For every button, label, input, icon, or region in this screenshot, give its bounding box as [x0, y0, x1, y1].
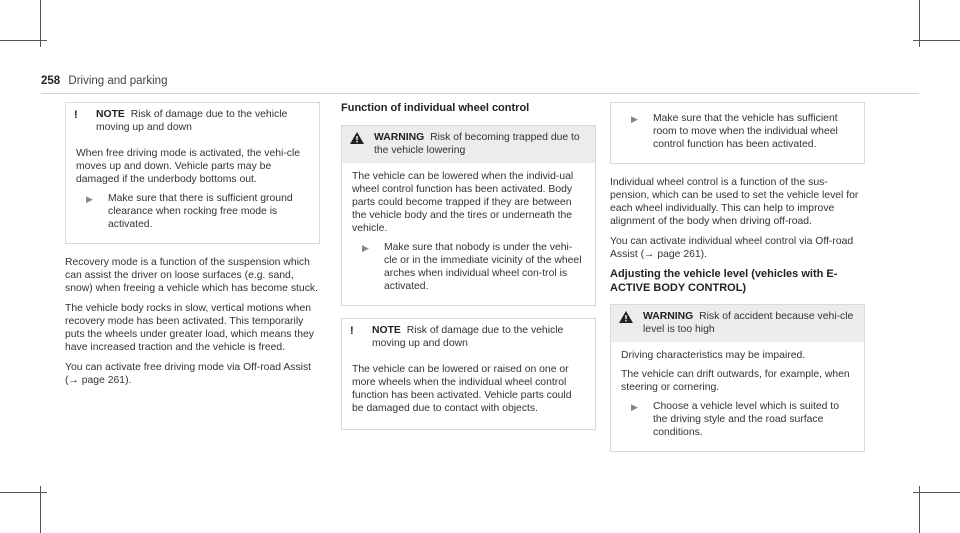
instruction-step [76, 192, 309, 231]
notice-tag: NOTE [372, 324, 401, 336]
step-text: Make sure that nobody is under the vehi-cle or in the immediate vicinity of the wheel arches when individual wheel con-trol is activated. [384, 241, 582, 292]
header-divider [41, 93, 919, 94]
arrow-icon [631, 401, 641, 414]
crop-mark [913, 40, 960, 41]
instruction-step [621, 400, 854, 439]
warning-box [341, 125, 596, 306]
notice-icon: ! [350, 324, 354, 337]
column-right [610, 102, 865, 464]
notice-body [66, 140, 319, 243]
arrow-icon [631, 113, 641, 126]
body-paragraph: The vehicle body rocks in slow, vertical motions when recovery mode has been activated. This temporarily puts the wheels under greater load, which means they have increased traction and the vehicle is freed. [65, 303, 314, 353]
warning-tag: WARNING [643, 311, 694, 322]
notice-box [65, 102, 320, 244]
crop-mark [40, 486, 41, 533]
warning-header [611, 305, 864, 342]
notice-heading: Risk of damage due to the vehicle moving up and down [96, 109, 288, 133]
notice-text: When free driving mode is activated, the vehi-cle moves up and down. Vehicle parts may be damaged if the underbody bottoms out. [76, 148, 301, 185]
notice-tag: NOTE [96, 109, 125, 120]
notice-icon: ! [74, 109, 78, 121]
section-heading: Function of individual wheel control [341, 102, 530, 114]
crop-mark [0, 492, 47, 493]
arrow-icon [362, 242, 372, 255]
step-text: Make sure that the vehicle has sufficient room to move when the individual wheel control function has been activated. [653, 113, 838, 150]
warning-tag: WARNING [374, 131, 425, 143]
step-text: Make sure that there is sufficient ground clearance when rocking free mode is activated. [108, 193, 293, 230]
instruction-step [352, 241, 585, 293]
section-heading: Adjusting the vehicle level (vehicles with E-ACTIVE BODY CONTROL) [610, 268, 838, 294]
column-middle [341, 102, 596, 442]
notice-text: The vehicle can be lowered or raised on one or more wheels when the individual wheel control function has been activated. Vehicle parts could be damaged due to contact with objects. [352, 363, 572, 414]
arrow-icon [86, 193, 96, 206]
body-paragraph: Recovery mode is a function of the suspension which can assist the driver on loose surfaces (e.g. sand, snow) when freeing a vehicle which has become stuck. [65, 257, 318, 294]
notice-heading: Risk of damage due to the vehicle moving up and down [372, 324, 564, 349]
warning-text: The vehicle can be lowered when the individ-ual wheel control function has been activated. Body parts could become trapped if they are between the vehicle body and the tires or underneath the vehicle. [352, 170, 574, 234]
warning-heading: Risk of accident because vehi-cle level is too high [643, 311, 854, 335]
warning-text: Driving characteristics may be impaired. [621, 350, 806, 361]
continued-box [610, 102, 865, 164]
warning-triangle-icon [350, 132, 374, 144]
body-paragraph: You can activate individual wheel control via Off-road Assist (→ page 261). [610, 236, 854, 260]
warning-header [342, 126, 595, 163]
instruction-step [621, 112, 854, 151]
crop-mark [0, 40, 47, 41]
warning-triangle-icon [619, 311, 643, 323]
warning-box [610, 304, 865, 452]
warning-text: The vehicle can drift outwards, for example, when steering or cornering. [621, 369, 850, 393]
crop-mark [919, 486, 920, 533]
warning-heading: Risk of becoming trapped due to the vehicle lowering [374, 131, 580, 156]
notice-header [66, 103, 319, 140]
body-paragraph: Individual wheel control is a function of the sus-pension, which can be used to set the vehicle level for each wheel individually. This can help to improve alignment of the body when driving off-road. [610, 177, 859, 227]
warning-body [611, 342, 864, 451]
column-left [65, 102, 320, 394]
notice-header [342, 319, 595, 356]
warning-body [342, 163, 595, 305]
page-number: 258 [41, 75, 61, 87]
notice-body [342, 356, 595, 429]
body-paragraph: You can activate free driving mode via Off-road Assist (→ page 261). [65, 362, 312, 386]
step-text: Choose a vehicle level which is suited to the driving style and the road surface conditions. [653, 401, 839, 438]
notice-box [341, 318, 596, 430]
page-header [41, 75, 167, 87]
crop-mark [913, 492, 960, 493]
section-title: Driving and parking [68, 75, 168, 87]
